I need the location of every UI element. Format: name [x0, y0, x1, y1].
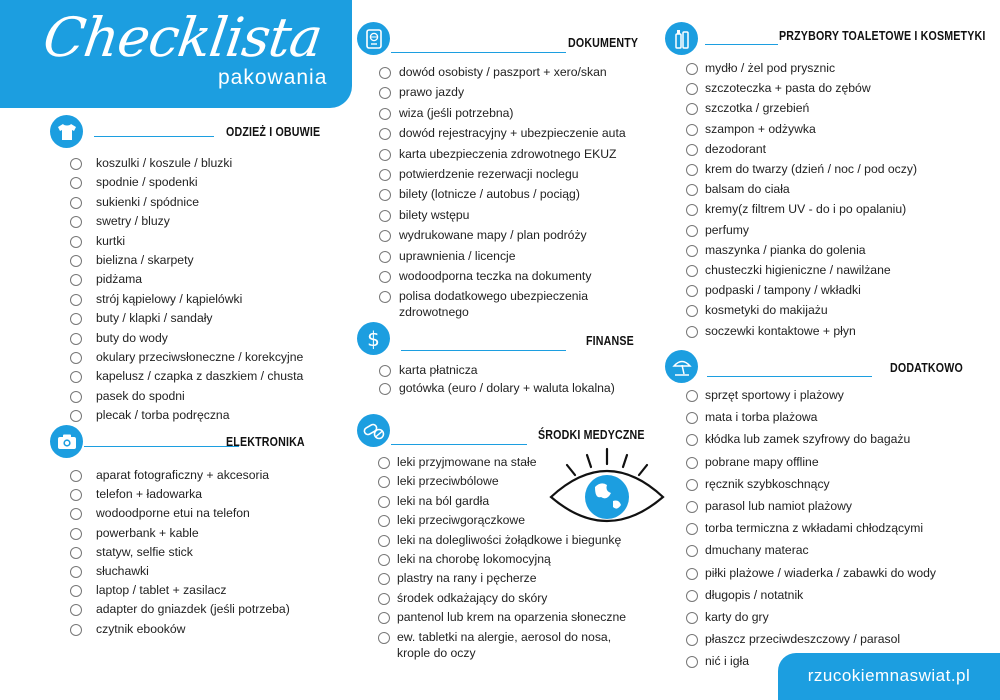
- checklist-item[interactable]: [686, 242, 866, 258]
- checkbox-circle[interactable]: [686, 412, 698, 424]
- checklist-item[interactable]: [686, 387, 844, 403]
- checklist-item-label: strój kąpielowy / kąpielówki: [96, 291, 243, 306]
- checklist-item[interactable]: [686, 431, 910, 447]
- checkbox-circle[interactable]: [70, 216, 82, 228]
- checklist-item[interactable]: [70, 291, 242, 307]
- checkbox-circle[interactable]: [686, 164, 698, 176]
- checkbox-circle[interactable]: [686, 479, 698, 491]
- checklist-item[interactable]: [686, 161, 917, 177]
- checklist-item[interactable]: [70, 467, 269, 483]
- checkbox-circle[interactable]: [686, 434, 698, 446]
- checklist-item[interactable]: [378, 512, 525, 528]
- section-toiletries: [665, 22, 995, 352]
- checklist-item-label: aparat fotograficzny + akcesoria: [96, 468, 270, 482]
- checkbox-circle[interactable]: [686, 390, 698, 402]
- checklist-item[interactable]: [686, 121, 816, 137]
- checklist-item[interactable]: [686, 409, 817, 425]
- checklist-item[interactable]: [686, 520, 923, 536]
- checklist-item-label: słuchawki: [96, 564, 149, 578]
- checklist-item[interactable]: [379, 207, 469, 223]
- checklist-item-label: sukienki / spódnice: [96, 194, 199, 209]
- checklist-item-label: spodnie / spodenki: [96, 175, 198, 190]
- checklist-item[interactable]: [379, 64, 607, 80]
- section-title-extra: DODATKOWO: [890, 360, 963, 375]
- checkbox-circle[interactable]: [70, 470, 82, 482]
- checklist-item-label: koszulki / koszule / bluzki: [96, 156, 233, 170]
- checkbox-circle[interactable]: [686, 103, 698, 115]
- checklist-item[interactable]: [70, 601, 290, 617]
- checklist-item[interactable]: [70, 174, 198, 190]
- checklist-item-label: wodoodporne etui na telefon: [96, 506, 250, 521]
- checklist-item[interactable]: [686, 80, 871, 96]
- checklist-item-label: laptop / tablet + zasilacz: [96, 583, 227, 598]
- checklist-item[interactable]: [379, 146, 616, 162]
- section-extra: [665, 350, 995, 669]
- checklist-item[interactable]: [70, 388, 185, 404]
- checklist-item[interactable]: [686, 302, 828, 318]
- checklist-item[interactable]: [379, 227, 587, 243]
- checkbox-circle[interactable]: [379, 251, 391, 263]
- checklist-item-label: kłódka lub zamek szyfrowy do bagażu: [705, 432, 911, 447]
- checklist-item-label: leki na dolegliwości żołądkowe i biegunkę: [397, 532, 622, 547]
- checklist-item-label: uprawnienia / licencje: [399, 248, 516, 263]
- checklist-item[interactable]: [379, 268, 591, 284]
- checkbox-circle[interactable]: [686, 590, 698, 602]
- checkbox-circle[interactable]: [379, 128, 391, 140]
- checklist-item[interactable]: [378, 473, 499, 489]
- checklist-item[interactable]: [686, 201, 906, 217]
- dollar-icon: $: [357, 322, 390, 355]
- checklist-item-label: pasek do spodni: [96, 388, 185, 403]
- checkbox-circle[interactable]: [70, 158, 82, 170]
- checklist-item[interactable]: [686, 476, 830, 492]
- checklist-item-label: nić i igła: [705, 654, 750, 669]
- checklist-item-label: sprzęt sportowy i plażowy: [705, 388, 844, 402]
- page-subtitle: pakowania: [218, 66, 328, 89]
- section-title-finance: FINANSE: [586, 333, 634, 348]
- checklist-item-label: adapter do gniazdek (jeśli potrzeba): [96, 602, 290, 617]
- checkbox-circle[interactable]: [70, 294, 82, 306]
- checkbox-circle[interactable]: [686, 612, 698, 624]
- checkbox-circle[interactable]: [686, 83, 698, 95]
- checklist-item-label: leki przeciwbólowe: [397, 474, 499, 489]
- section-documents: [357, 22, 647, 322]
- checkbox-circle[interactable]: [686, 305, 698, 317]
- checklist-item-label: piłki plażowe / wiaderka / zabawki do wody: [705, 565, 936, 580]
- checklist-item-label: pantenol lub krem na oparzenia słoneczne: [397, 610, 627, 625]
- checkbox-circle[interactable]: [70, 274, 82, 286]
- checklist-item-label: czytnik ebooków: [96, 621, 186, 636]
- checklist-item[interactable]: [379, 125, 626, 141]
- checklist-item-label: kapelusz / czapka z daszkiem / chusta: [96, 369, 304, 384]
- checklist-item-label: plecak / torba podręczna: [96, 408, 230, 423]
- section-electronics: [50, 425, 350, 640]
- checklist-item[interactable]: [686, 653, 749, 669]
- checklist-item-label: leki na chorobę lokomocyjną: [397, 552, 551, 566]
- checkbox-circle[interactable]: [70, 255, 82, 267]
- checklist-item-label: pobrane mapy offline: [705, 454, 819, 469]
- checklist-item[interactable]: [686, 498, 852, 514]
- checkbox-circle[interactable]: [686, 568, 698, 580]
- checkbox-circle[interactable]: [686, 285, 698, 297]
- checklist-item-label: bilety wstępu: [399, 207, 470, 222]
- checklist-item-label: kosmetyki do makijażu: [705, 303, 828, 318]
- checklist-item[interactable]: [379, 362, 478, 378]
- checkbox-circle[interactable]: [686, 184, 698, 196]
- section-title-electronics: ELEKTRONIKA: [226, 434, 305, 449]
- footer-band: [778, 653, 1000, 700]
- checklist-item[interactable]: [686, 323, 856, 339]
- checklist-item[interactable]: [379, 248, 516, 264]
- checklist-item-label: podpaski / tampony / wkładki: [705, 283, 861, 298]
- checklist-item[interactable]: [378, 570, 537, 586]
- checkbox-circle[interactable]: [70, 489, 82, 501]
- checklist-item[interactable]: [379, 105, 513, 121]
- checkbox-circle[interactable]: [70, 604, 82, 616]
- passport-icon: [357, 22, 390, 55]
- checklist-item[interactable]: [70, 233, 125, 249]
- checklist-item-label: dmuchany materac: [705, 543, 809, 558]
- checklist-item-label: pidżama: [96, 272, 143, 287]
- camera-icon: [50, 425, 83, 458]
- checkbox-circle[interactable]: [379, 108, 391, 120]
- checklist-item-label: buty do wody: [96, 330, 168, 345]
- checkbox-circle[interactable]: [70, 566, 82, 578]
- checkbox-circle[interactable]: [686, 265, 698, 277]
- checklist-item-label: maszynka / pianka do golenia: [705, 242, 866, 257]
- eye-globe-illustration: [545, 445, 665, 535]
- checklist-item-label: plastry na rany i pęcherze: [397, 571, 537, 586]
- checkbox-circle[interactable]: [379, 67, 391, 79]
- checklist-item-label: balsam do ciała: [705, 182, 790, 197]
- checkbox-circle[interactable]: [379, 291, 391, 303]
- checklist-item[interactable]: [379, 166, 579, 182]
- checklist-item-label: wydrukowane mapy / plan podróży: [399, 228, 587, 243]
- checklist-item[interactable]: [686, 454, 819, 470]
- pills-icon: [357, 414, 390, 447]
- checkbox-circle[interactable]: [70, 508, 82, 520]
- checkbox-circle[interactable]: [70, 313, 82, 325]
- checklist-item-label: szczoteczka + pasta do zębów: [705, 81, 871, 96]
- checklist-item-label: kremy(z filtrem UV - do i po opalaniu): [705, 202, 907, 217]
- checkbox-circle[interactable]: [378, 476, 390, 488]
- checklist-item-label: szczotka / grzebień: [705, 101, 810, 116]
- checklist-item-label: dowód rejestracyjny + ubezpieczenie auta: [399, 126, 626, 141]
- checklist-item-label: kurtki: [96, 233, 126, 248]
- checklist-item[interactable]: [686, 141, 766, 157]
- checkbox-circle[interactable]: [686, 245, 698, 257]
- checklist-item-label: chusteczki higieniczne / nawilżane: [705, 263, 891, 277]
- checkbox-circle[interactable]: [70, 371, 82, 383]
- page-title: Checklista: [39, 6, 326, 69]
- checklist-item[interactable]: [379, 380, 615, 396]
- checklist-item-label: leki na ból gardła: [397, 493, 490, 508]
- checklist-item-label: ew. tabletki na alergie, aerosol do nosa, krople do oczy: [397, 629, 612, 660]
- checklist-item[interactable]: [686, 565, 936, 581]
- checklist-item-label: swetry / bluzy: [96, 214, 170, 229]
- checkbox-circle[interactable]: [686, 634, 698, 646]
- checklist-item[interactable]: [378, 551, 551, 567]
- checklist-item[interactable]: [70, 582, 226, 598]
- checklist-item[interactable]: [686, 282, 861, 298]
- checklist-item-label: długopis / notatnik: [705, 587, 804, 602]
- checklist-item-label: ręcznik szybkoschnący: [705, 476, 830, 491]
- checklist-item-label: płaszcz przeciwdeszczowy / parasol: [705, 632, 901, 647]
- checklist-item-label: środek odkażający do skóry: [397, 590, 548, 605]
- checkbox-circle[interactable]: [379, 271, 391, 283]
- checklist-item-label: karta ubezpieczenia zdrowotnego EKUZ: [399, 146, 617, 161]
- checklist-item[interactable]: [70, 310, 213, 326]
- checklist-item[interactable]: [70, 349, 303, 365]
- checklist-item-label: karty do gry: [705, 610, 769, 624]
- section-finance: [357, 322, 647, 402]
- checklist-item[interactable]: [686, 100, 809, 116]
- checkbox-circle[interactable]: [686, 457, 698, 469]
- checklist-item-label: buty / klapki / sandały: [96, 311, 213, 326]
- checkbox-circle[interactable]: [70, 410, 82, 422]
- checklist-item[interactable]: [686, 222, 749, 238]
- checklist-item[interactable]: [686, 609, 769, 625]
- checklist-item[interactable]: [70, 155, 232, 171]
- checklist-item-label: dezodorant: [705, 141, 766, 156]
- checklist-item-label: wodoodporna teczka na dokumenty: [399, 269, 592, 283]
- checklist-item-label: perfumy: [705, 222, 750, 237]
- beach-umbrella-icon: [665, 350, 698, 383]
- checklist-item[interactable]: [379, 288, 589, 320]
- checklist-item-label: mydło / żel pod prysznic: [705, 61, 836, 75]
- checklist-item[interactable]: [378, 629, 637, 661]
- checklist-item[interactable]: [378, 454, 537, 470]
- header-band: [0, 0, 352, 108]
- toiletries-icon: [665, 22, 698, 55]
- checkbox-circle[interactable]: [70, 585, 82, 597]
- checklist-item[interactable]: [686, 262, 891, 278]
- checklist-item[interactable]: [70, 525, 199, 541]
- checkbox-circle[interactable]: [70, 236, 82, 248]
- checklist-item-label: dowód osobisty / paszport + xero/skan: [399, 65, 607, 79]
- section-clothes: [50, 115, 350, 423]
- checkbox-circle[interactable]: [378, 612, 390, 624]
- section-title-documents: DOKUMENTY: [568, 35, 639, 50]
- checkbox-circle[interactable]: [70, 624, 82, 636]
- checklist-item-label: karta płatnicza: [399, 363, 478, 377]
- checklist-item-label: statyw, selfie stick: [96, 544, 193, 559]
- checkbox-circle[interactable]: [686, 656, 698, 668]
- checklist-item-label: bilety (lotnicze / autobus / pociąg): [399, 187, 580, 202]
- checklist-item[interactable]: [70, 505, 250, 521]
- checkbox-circle[interactable]: [686, 501, 698, 513]
- checklist-item-label: soczewki kontaktowe + płyn: [705, 323, 856, 338]
- checklist-item[interactable]: [686, 181, 790, 197]
- checklist-item[interactable]: [70, 330, 168, 346]
- section-title-medical: ŚRODKI MEDYCZNE: [538, 427, 645, 442]
- checkbox-circle[interactable]: [686, 545, 698, 557]
- section-title-toiletries: PRZYBORY TOALETOWE I KOSMETYKI: [779, 28, 986, 43]
- checkbox-circle[interactable]: [379, 87, 391, 99]
- checklist-item[interactable]: [70, 407, 229, 423]
- checklist-item[interactable]: [70, 194, 199, 210]
- checklist-item-label: wiza (jeśli potrzebna): [399, 105, 514, 120]
- checkbox-circle[interactable]: [70, 391, 82, 403]
- checklist-item[interactable]: [70, 252, 194, 268]
- checkbox-circle[interactable]: [378, 535, 390, 547]
- checklist-item[interactable]: [70, 368, 303, 384]
- checklist-item[interactable]: [379, 186, 580, 202]
- checklist-item[interactable]: [378, 609, 626, 625]
- checklist-item-label: prawo jazdy: [399, 85, 465, 100]
- checklist-item-label: okulary przeciwsłoneczne / korekcyjne: [96, 350, 304, 364]
- checkbox-circle[interactable]: [379, 230, 391, 242]
- section-title-clothes: ODZIEŻ I OBUWIE: [226, 124, 321, 139]
- checklist-item-label: krem do twarzy (dzień / noc / pod oczy): [705, 162, 918, 176]
- checklist-item-label: leki przeciwgorączkowe: [397, 513, 526, 528]
- checklist-item-label: leki przyjmowane na stałe: [397, 455, 537, 469]
- checklist-item[interactable]: [686, 587, 803, 603]
- footer-url-link[interactable]: rzucokiemnaswiat.pl: [807, 666, 971, 685]
- checklist-item-label: torba termiczna z wkładami chłodzącymi: [705, 521, 924, 536]
- checklist-item[interactable]: [70, 621, 185, 637]
- checklist-item[interactable]: [378, 493, 489, 509]
- checkbox-circle[interactable]: [379, 365, 391, 377]
- checklist-item-label: parasol lub namiot plażowy: [705, 499, 853, 513]
- checklist-item-label: telefon + ładowarka: [96, 487, 203, 502]
- checklist-item[interactable]: [378, 590, 547, 606]
- checkbox-circle[interactable]: [378, 593, 390, 605]
- checkbox-circle[interactable]: [686, 523, 698, 535]
- checklist-item-label: powerbank + kable: [96, 525, 199, 540]
- checkbox-circle[interactable]: [379, 169, 391, 181]
- checkbox-circle[interactable]: [378, 515, 390, 527]
- checkbox-circle[interactable]: [686, 63, 698, 75]
- checklist-item-label: szampon + odżywka: [705, 121, 816, 136]
- checklist-item-label: gotówka (euro / dolary + waluta lokalna): [399, 381, 615, 395]
- checkbox-circle[interactable]: [378, 496, 390, 508]
- checklist-item[interactable]: [379, 84, 464, 100]
- checkbox-circle[interactable]: [379, 210, 391, 222]
- checkbox-circle[interactable]: [70, 547, 82, 559]
- checkbox-circle[interactable]: [686, 144, 698, 156]
- checklist-item[interactable]: [686, 60, 835, 76]
- checkbox-circle[interactable]: [686, 326, 698, 338]
- checkbox-circle[interactable]: [70, 197, 82, 209]
- checkbox-circle[interactable]: [686, 225, 698, 237]
- checklist-item[interactable]: [70, 544, 193, 560]
- checklist-item-label: potwierdzenie rezerwacji noclegu: [399, 167, 579, 181]
- tshirt-icon: [50, 115, 83, 148]
- checkbox-circle[interactable]: [70, 528, 82, 540]
- checklist-item[interactable]: [70, 563, 149, 579]
- checklist-item[interactable]: [686, 542, 809, 558]
- checkbox-circle[interactable]: [378, 573, 390, 585]
- checkbox-circle[interactable]: [70, 352, 82, 364]
- checklist-item[interactable]: [686, 631, 900, 647]
- checkbox-circle[interactable]: [378, 554, 390, 566]
- checkbox-circle[interactable]: [379, 189, 391, 201]
- checklist-item[interactable]: [70, 213, 170, 229]
- checklist-item-label: polisa dodatkowego ubezpieczenia zdrowotnego: [399, 289, 589, 320]
- checkbox-circle[interactable]: [379, 383, 391, 395]
- checkbox-circle[interactable]: [379, 149, 391, 161]
- checkbox-circle[interactable]: [70, 177, 82, 189]
- checkbox-circle[interactable]: [70, 333, 82, 345]
- checklist-item[interactable]: [70, 271, 142, 287]
- checkbox-circle[interactable]: [686, 124, 698, 136]
- checklist-item-label: bielizna / skarpety: [96, 253, 194, 267]
- checklist-item-label: mata i torba plażowa: [705, 410, 818, 425]
- checkbox-circle[interactable]: [378, 457, 390, 469]
- checklist-item[interactable]: [70, 486, 202, 502]
- checkbox-circle[interactable]: [378, 632, 390, 644]
- checkbox-circle[interactable]: [686, 204, 698, 216]
